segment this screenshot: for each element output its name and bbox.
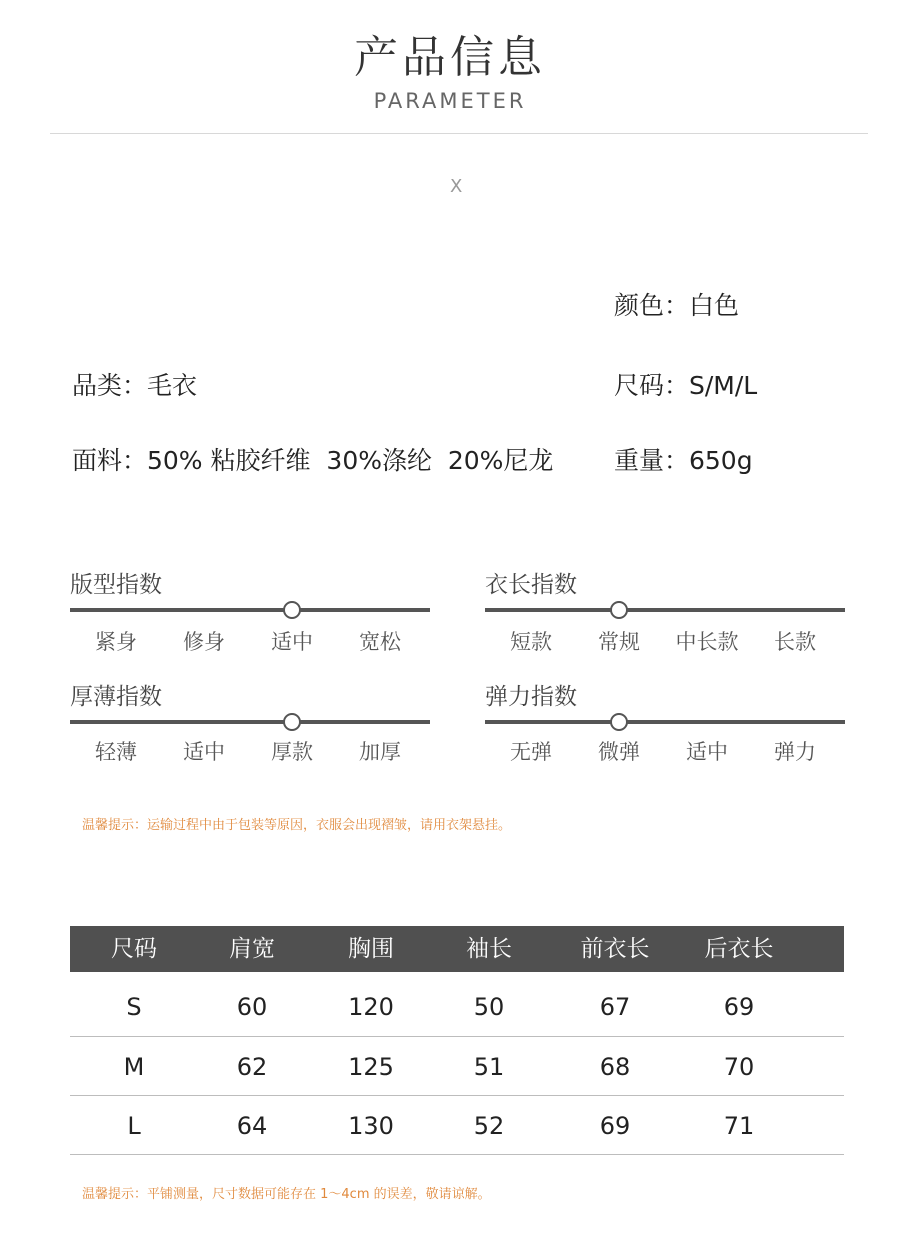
table-cell: 50 xyxy=(473,993,505,1021)
table-cell: 69 xyxy=(599,1112,631,1140)
table-cell: 52 xyxy=(473,1112,505,1140)
size-table-header xyxy=(70,926,844,972)
table-cell: 70 xyxy=(723,1053,755,1081)
gauge-track xyxy=(485,608,845,612)
gauge-option: 加厚 xyxy=(359,740,401,764)
gauge-track xyxy=(70,608,430,612)
gauge-option: 轻薄 xyxy=(95,740,137,764)
close-mark: X xyxy=(450,176,463,197)
gauge-option: 常规 xyxy=(598,630,640,654)
gauge-option: 适中 xyxy=(183,740,225,764)
table-cell: 71 xyxy=(723,1112,755,1140)
gauge-knob xyxy=(610,713,628,731)
col-header-shoulder: 肩宽 xyxy=(229,936,275,962)
col-header-size: 尺码 xyxy=(111,936,157,962)
gauge-track xyxy=(485,720,845,724)
gauge-knob xyxy=(283,713,301,731)
col-header-chest: 胸围 xyxy=(348,936,394,962)
gauge-title: 弹力指数 xyxy=(485,684,577,710)
table-cell: 120 xyxy=(348,993,394,1021)
gauge-option: 无弹 xyxy=(510,740,552,764)
info-weight: 重量：650g xyxy=(614,446,753,475)
col-header-back-length: 后衣长 xyxy=(704,936,774,962)
row-divider xyxy=(70,1154,844,1155)
table-cell: 60 xyxy=(236,993,268,1021)
gauge-option: 中长款 xyxy=(675,630,739,654)
gauge-option: 长款 xyxy=(774,630,816,654)
col-header-sleeve: 袖长 xyxy=(466,936,512,962)
info-fabric: 面料：50% 粘胶纤维 30%涤纶 20%尼龙 xyxy=(72,446,554,475)
gauge-title: 衣长指数 xyxy=(485,572,577,598)
gauge-option: 厚款 xyxy=(271,740,313,764)
info-color: 颜色：白色 xyxy=(614,291,740,320)
gauge-title: 厚薄指数 xyxy=(70,684,162,710)
table-row xyxy=(70,1052,844,1082)
measure-note: 温馨提示：平铺测量，尺寸数据可能存在 1～4cm 的误差，敬请谅解。 xyxy=(82,1187,491,1202)
table-cell: M xyxy=(123,1053,145,1081)
gauge-option: 适中 xyxy=(271,630,313,654)
gauge-option: 适中 xyxy=(686,740,728,764)
gauge-option: 弹力 xyxy=(774,740,816,764)
table-cell: 130 xyxy=(348,1112,394,1140)
table-cell: 67 xyxy=(599,993,631,1021)
table-cell: 125 xyxy=(348,1053,394,1081)
header-divider xyxy=(50,133,868,134)
info-category: 品类：毛衣 xyxy=(72,371,198,400)
page-subtitle: PARAMETER xyxy=(373,89,527,113)
table-row xyxy=(70,992,844,1022)
page-title: 产品信息 xyxy=(354,32,546,83)
gauge-option: 修身 xyxy=(183,630,225,654)
gauge-knob xyxy=(610,601,628,619)
table-cell: 64 xyxy=(236,1112,268,1140)
shipping-note: 温馨提示：运输过程中由于包装等原因，衣服会出现褶皱，请用衣架悬挂。 xyxy=(82,818,512,833)
gauge-option: 微弹 xyxy=(598,740,640,764)
gauge-option: 紧身 xyxy=(95,630,137,654)
table-cell: 69 xyxy=(723,993,755,1021)
table-cell: 51 xyxy=(473,1053,505,1081)
gauge-track xyxy=(70,720,430,724)
row-divider xyxy=(70,1095,844,1096)
row-divider xyxy=(70,1036,844,1037)
gauge-knob xyxy=(283,601,301,619)
table-row xyxy=(70,1111,844,1141)
col-header-front-length: 前衣长 xyxy=(580,936,650,962)
table-cell: L xyxy=(127,1112,141,1140)
table-cell: S xyxy=(126,993,142,1021)
info-size: 尺码：S/M/L xyxy=(614,371,758,400)
table-cell: 62 xyxy=(236,1053,268,1081)
gauge-option: 宽松 xyxy=(359,630,401,654)
gauge-title: 版型指数 xyxy=(70,572,162,598)
gauge-option: 短款 xyxy=(510,630,552,654)
table-cell: 68 xyxy=(599,1053,631,1081)
